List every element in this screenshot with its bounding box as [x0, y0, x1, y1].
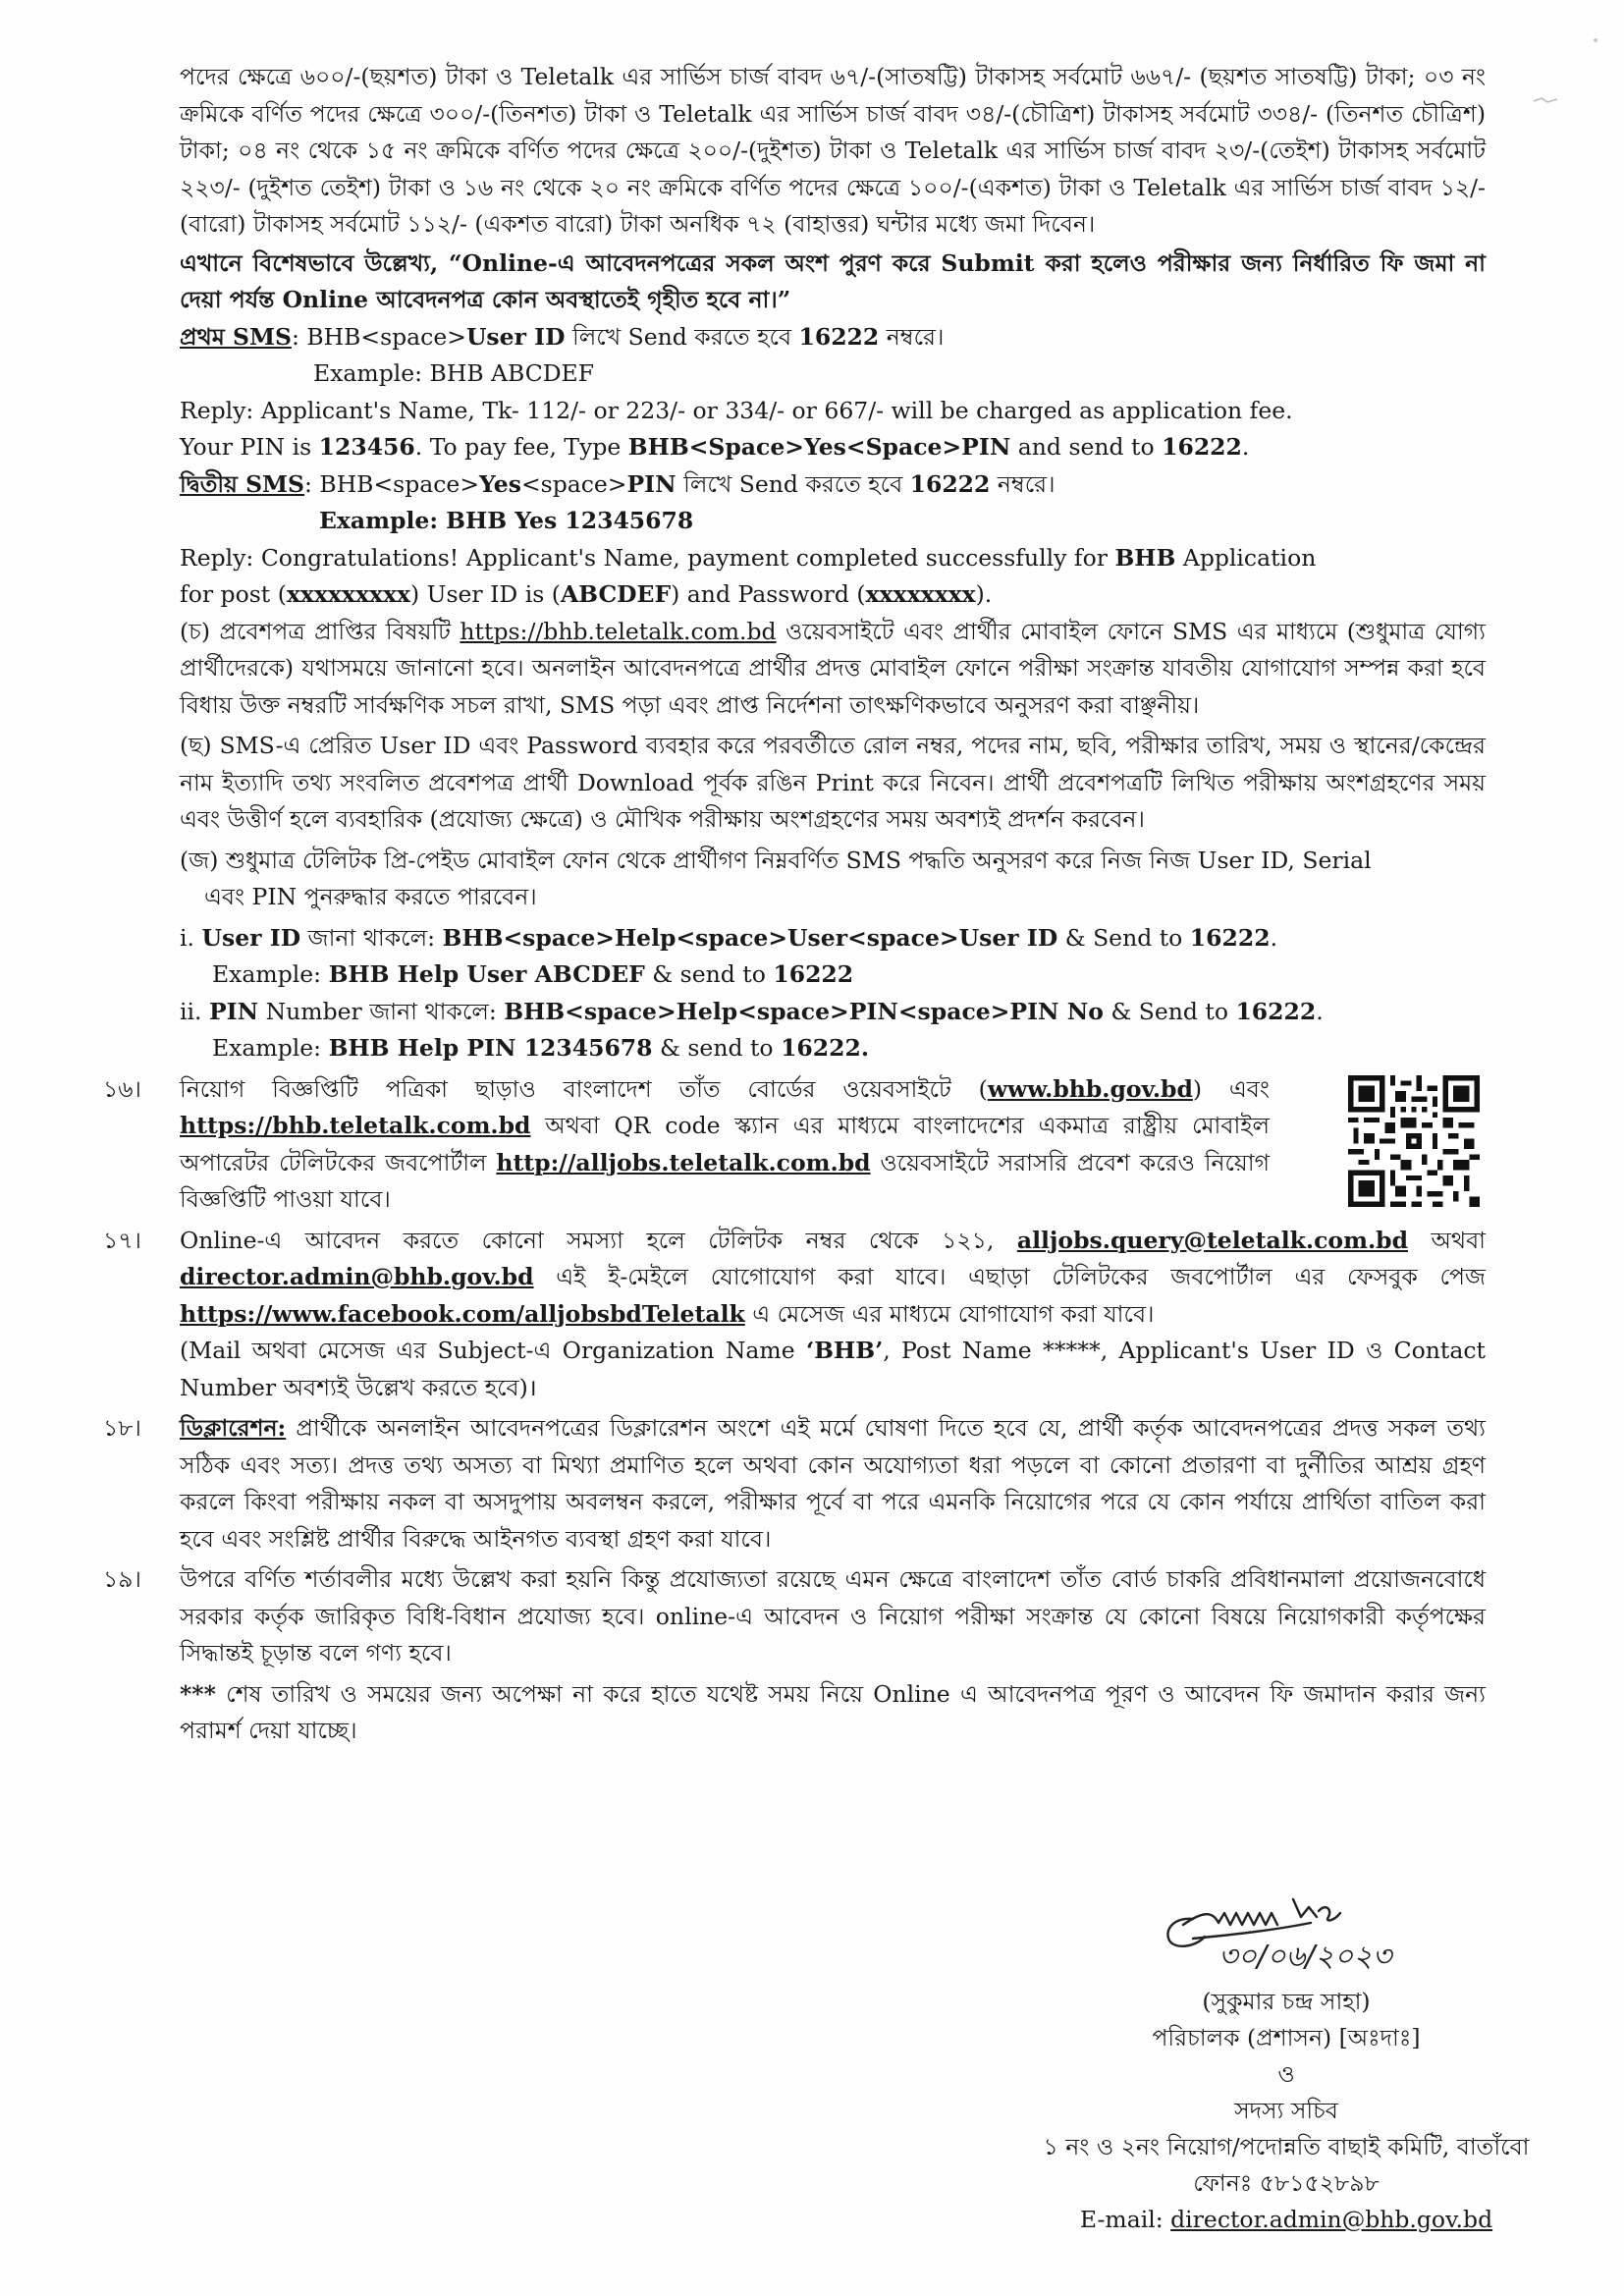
- sms2-text-d: PIN: [626, 469, 677, 498]
- sms1-reply2-b: . To pay fee, Type: [414, 433, 628, 461]
- item-18-text: [180, 1410, 1486, 1558]
- signatory-and: ও: [1277, 2060, 1295, 2088]
- sms2-reply2-b: xxxxxxxxx: [286, 580, 410, 608]
- signatory-role: সদস্য সচিব: [1234, 2097, 1338, 2124]
- item-19-text: উপরে বর্ণিত শর্তাবলীর মধ্যে উল্লেখ করা হয়নি কিন্তু প্রযোজ্যতা রয়েছে এমন ক্ষেত্রে বাংলাদেশ তাঁত বোর্ড চাকরি প্রবিধানমালা প্রয়োজনবোধে সরকার কর্তৃক জারিকৃত বিধি-বিধান প্রযোজ্য হবে। online-এ আবেদন ও নিয়োগ পরীক্ষা সংক্রান্ত যে কোনো বিষয়ে নিয়োগকারী কর্তৃপক্ষের সিদ্ধান্তই চূড়ান্ত বলে গণ্য হবে।: [180, 1565, 1486, 1667]
- help-pin-d: & Send to: [1103, 997, 1236, 1025]
- sms1-reply2-e: .: [1241, 433, 1250, 461]
- item-16: [103, 1071, 1486, 1219]
- help-pin-a: PIN: [208, 997, 259, 1025]
- help-pin-example-a: Example:: [212, 1034, 329, 1062]
- alljobs-query-email-link[interactable]: alljobs.query@teletalk.com.bd: [1016, 1226, 1409, 1254]
- sms2-reply1-b: BHB: [1114, 543, 1176, 572]
- scan-dot: [1591, 35, 1600, 45]
- sms1-label: প্রথম SMS: [180, 322, 292, 351]
- help-pin-c: BHB<space>Help<space>PIN<space>PIN No: [504, 997, 1104, 1025]
- final-note: [180, 1676, 1486, 1750]
- sms1-reply1: Reply: Applicant's Name, Tk- 112/- or 223/- or 334/- or 667/- will be charged as application fee.: [180, 396, 1293, 424]
- help-pin-line: [180, 994, 1486, 1031]
- sms1-reply2-c: BHB<Space>Yes<Space>PIN: [627, 433, 1011, 461]
- item-17-text: [180, 1223, 1486, 1334]
- help-pin-b: Number জানা থাকলে:: [258, 997, 505, 1025]
- sms1-text-c: লিখে Send করতে হবে: [565, 322, 799, 351]
- help-pin-example-d: 16222.: [781, 1034, 870, 1062]
- sms1-example: Example: BHB ABCDEF: [313, 359, 595, 387]
- sms2-line: [180, 466, 1486, 504]
- help-pin-example-c: & send to: [652, 1034, 782, 1062]
- sms2-label: দ্বিতীয় SMS: [180, 469, 305, 498]
- declaration-label: ডিক্লারেশন:: [180, 1414, 287, 1442]
- sms1-text-b: User ID: [465, 322, 566, 351]
- email-label: E-mail:: [1079, 2206, 1171, 2233]
- item-cha-a: (চ) প্রবেশপত্র প্রাপ্তির বিষয়টি: [180, 617, 460, 645]
- sms2-reply2-a: for post (: [180, 580, 287, 608]
- signatory-designation: পরিচালক (প্রশাসন) [অঃদাঃ]: [1152, 2024, 1421, 2051]
- sms1-reply2-d: and send to: [1010, 433, 1163, 461]
- help-user-example-b: BHB Help User ABCDEF: [328, 960, 645, 988]
- sms2-reply2-g: ).: [975, 580, 993, 608]
- sms2-text-f: নম্বরে।: [990, 469, 1056, 498]
- signatory-email-link[interactable]: director.admin@bhb.gov.bd: [1170, 2206, 1493, 2233]
- signatory-email-line: [982, 2202, 1591, 2238]
- help-user-a: User ID: [201, 923, 301, 952]
- scan-mark: [1532, 93, 1561, 107]
- final-note-stars: ***: [180, 1679, 216, 1708]
- document-body: [103, 59, 1487, 1750]
- sms2-text-c: <space>: [520, 469, 627, 498]
- sms1-number: 16222: [798, 322, 880, 351]
- item-ja-line2: এবং PIN পুনরুদ্ধার করতে পারবেন।: [204, 883, 537, 910]
- help-user-example-d: 16222: [773, 960, 854, 988]
- item-16-d: ওয়েবসাইটে সরাসরি প্রবেশ করেও নিয়োগ বিজ্ঞপ্তিটি পাওয়া যাবে।: [180, 1148, 1270, 1213]
- item-16-a: নিয়োগ বিজ্ঞপ্তিটি পত্রিকা ছাড়াও বাংলাদেশ তাঁত বোর্ডের ওয়েবসাইটে (: [180, 1074, 988, 1103]
- item-18-number: ১৮।: [103, 1414, 141, 1442]
- help-pin-example: [180, 1030, 1486, 1067]
- item-17: [103, 1223, 1487, 1407]
- item-17-f: ‘BHB’: [805, 1337, 884, 1364]
- item-chha: (ছ) SMS-এ প্রেরিত User ID এবং Password ব্যবহার করে পরবর্তীতে রোল নম্বর, পদের নাম, ছবি, পরীক্ষার তারিখ, সময় ও স্থানের/কেন্দ্রের নাম ইত্যাদি তথ্য সংবলিত প্রবেশপত্র প্রার্থী Download পূর্বক রঙিন Print করে নিবেন। প্রার্থী প্রবেশপত্রটি লিখিত পরীক্ষায় অংশগ্রহণের সময় এবং উত্তীর্ণ হলে ব্যবহারিক (প্রযোজ্য ক্ষেত্রে) ও মৌখিক পরীক্ষায় অংশগ্রহণের সময় অবশ্যই প্রদর্শন করবেন।: [180, 732, 1486, 833]
- sms1-line: [180, 319, 1486, 356]
- item-19: [103, 1561, 1486, 1672]
- help-user-b: জানা থাকলে:: [300, 923, 443, 952]
- help-user-e: 16222: [1189, 923, 1271, 952]
- help-user-f: .: [1270, 923, 1278, 952]
- item-19-number: ১৯।: [103, 1565, 141, 1593]
- help-pin-e: 16222: [1235, 997, 1317, 1025]
- sms1-reply2-num: 16222: [1162, 433, 1242, 461]
- item-cha-b: ওয়েবসাইটে এবং প্রার্থীর মোবাইল ফোনে SMS এর মাধ্যমে (শুধুমাত্র যোগ্য প্রার্থীদেরকে) যথাসময়ে জানানো হবে। অনলাইন আবেদনপত্রে প্রার্থীর প্রদত্ত মোবাইল ফোনে পরীক্ষা সংক্রান্ত যাবতীয় যোগাযোগ সম্পন্ন করা হবে বিধায় উক্ত নম্বরটি সার্বক্ষণিক সচল রাখা, SMS পড়া এবং প্রাপ্ত নির্দেশনা তাৎক্ষণিকভাবে অনুসরণ করা বাঞ্ছনীয়।: [180, 617, 1486, 719]
- signatory-committee: ১ নং ও ২নং নিয়োগ/পদোন্নতি বাছাই কমিটি, বাতাঁবো: [1043, 2133, 1530, 2160]
- item-17-c: এই ই-মেইলে যোগোযোগ করা যাবে। এছাড়া টেলিটকের জবপোর্টাল এর ফেসবুক পেজ: [533, 1263, 1486, 1290]
- item-17-g: , Post Name *****, Applicant's User ID ও Contact Number অবশ্যই উল্লেখ করতে হবে)।: [180, 1337, 1486, 1401]
- handwritten-date: ৩০/০৬/২০২৩: [1218, 1940, 1392, 1974]
- director-email-link[interactable]: director.admin@bhb.gov.bd: [180, 1263, 534, 1290]
- sms2-reply1-c: Application: [1175, 543, 1317, 572]
- sms2-reply1-a: Reply: Congratulations! Applicant's Name, payment completed successfully for: [180, 543, 1115, 572]
- help-user-d: & Send to: [1057, 923, 1190, 952]
- sms2-reply2-f: xxxxxxxx: [865, 580, 976, 608]
- signatory-phone: ফোনঃ ৫৮১৫২৮৯৮: [1193, 2169, 1380, 2197]
- sms2-text-e: লিখে Send করতে হবে: [676, 469, 910, 498]
- sms2-text-b: Yes: [479, 469, 521, 498]
- alljobs-link[interactable]: http://alljobs.teletalk.com.bd: [496, 1148, 871, 1176]
- help-pin-f: .: [1316, 997, 1324, 1025]
- help-pin-prefix: ii.: [180, 997, 209, 1025]
- sms1-text-a: : BHB<space>: [291, 322, 466, 351]
- item-17-subject: [180, 1333, 1486, 1406]
- bhb-website-link[interactable]: www.bhb.gov.bd: [987, 1074, 1193, 1103]
- sms1-text-d: নম্বরে।: [879, 322, 945, 351]
- teletalk-portal-link[interactable]: https://bhb.teletalk.com.bd: [180, 1112, 531, 1139]
- qr-code-icon[interactable]: [1348, 1075, 1480, 1207]
- item-17-b: অথবা: [1408, 1226, 1487, 1254]
- sms2-reply2-c: ) User ID is (: [410, 580, 561, 608]
- facebook-link[interactable]: https://www.facebook.com/alljobsbdTeletalk: [180, 1299, 745, 1328]
- help-user-example: [180, 957, 1486, 994]
- help-user-prefix: i.: [180, 923, 202, 952]
- item-17-a: Online-এ আবেদন করতে কোনো সমস্যা হলে টেলিটক নম্বর থেকে ১২১,: [180, 1226, 1017, 1254]
- item-ja-line1: (জ) শুধুমাত্র টেলিটক প্রি-পেইড মোবাইল ফোন থেকে প্রার্থীগণ নিম্নবর্ণিত SMS পদ্ধতি অনুসরণ করে নিজ নিজ User ID, Serial: [180, 846, 1372, 874]
- help-pin-example-b: BHB Help PIN 12345678: [328, 1034, 653, 1062]
- item-18: [103, 1410, 1486, 1558]
- sms2-text-a: : BHB<space>: [304, 469, 480, 498]
- sms2-reply2-d: ABCDEF: [560, 580, 672, 608]
- sms1-pin: 123456: [318, 433, 415, 461]
- sms1-reply2: [180, 429, 1486, 466]
- help-user-c: BHB<space>Help<space>User<space>User ID: [442, 923, 1058, 952]
- help-user-example-c: & send to: [644, 960, 774, 988]
- item-cha: [180, 614, 1486, 725]
- sms2-reply1: [180, 540, 1486, 577]
- final-note-text: শেষ তারিখ ও সময়ের জন্য অপেক্ষা না করে হাতে যথেষ্ট সময় নিয়ে Online এ আবেদনপত্র পূরণ ও আবেদন ফি জমাদান করার জন্য পরামর্শ দেয়া যাচ্ছে।: [180, 1679, 1486, 1744]
- item-16-c: অথবা QR code স্ক্যান এর মাধ্যমে বাংলাদেশের একমাত্র রাষ্ট্রীয় মোবাইল অপারেটর টেলিটকের জবপোর্টাল: [180, 1112, 1270, 1176]
- item-17-e: (Mail অথবা মেসেজ এর Subject-এ Organization Name: [180, 1337, 806, 1364]
- item-16-text: [180, 1071, 1270, 1219]
- fee-paragraph: পদের ক্ষেত্রে ৬০০/-(ছয়শত) টাকা ও Teletalk এর সার্ভিস চার্জ বাবদ ৬৭/-(সাতষট্টি) টাকাসহ সর্বমোট ৬৬৭/- (ছয়শত সাতষট্টি) টাকা; ০৩ নং ক্রমিকে বর্ণিত পদের ক্ষেত্রে ৩০০/-(তিনশত) টাকা ও Teletalk এর সার্ভিস চার্জ বাবদ ৩৪/-(চৌত্রিশ) টাকাসহ সর্বমোট ৩৩৪/- (তিনশত চৌত্রিশ) টাকা; ০৪ নং থেকে ১৫ নং ক্রমিকে বর্ণিত পদের ক্ষেত্রে ২০০/-(দুইশত) টাকা ও Teletalk এর সার্ভিস চার্জ বাবদ ২৩/-(তেইশ) টাকাসহ সর্বমোট ২২৩/- (দুইশত তেইশ) টাকা ও ১৬ নং থেকে ২০ নং ক্রমিকে বর্ণিত পদের ক্ষেত্রে ১০০/-(একশত) টাকা ও Teletalk এর সার্ভিস চার্জ বাবদ ১২/-(বারো) টাকাসহ সর্বমোট ১১২/- (একশত বারো) টাকা অনধিক ৭২ (বাহাত্তর) ঘন্টার মধ্যে জমা দিবেন।: [180, 63, 1486, 238]
- item-16-number: ১৬।: [103, 1074, 141, 1103]
- help-user-line: [180, 920, 1486, 957]
- item-17-number: ১৭।: [103, 1226, 141, 1254]
- help-user-example-a: Example:: [212, 960, 329, 988]
- signature-block: [982, 1886, 1591, 2238]
- sms2-reply2-e: ) and Password (: [671, 580, 866, 608]
- sms2-reply2: [180, 576, 1486, 614]
- teletalk-link[interactable]: https://bhb.teletalk.com.bd: [460, 617, 777, 645]
- item-17-d: এ মেসেজ এর মাধ্যমে যোগাযোগ করা যাবে।: [744, 1299, 1155, 1328]
- sms2-number: 16222: [909, 469, 991, 498]
- signatory-name: (সুকুমার চন্দ্র সাহা): [1202, 1988, 1371, 2015]
- sms2-example: Example: BHB Yes 12345678: [319, 507, 694, 534]
- item-18-body: প্রার্থীকে অনলাইন আবেদনপত্রের ডিক্লারেশন অংশে এই মর্মে ঘোষণা দিতে হবে যে, প্রার্থী কর্তৃক আবেদনপত্রের প্রদত্ত সকল তথ্য সঠিক এবং সত্য। প্রদত্ত তথ্য অসত্য বা মিথ্যা প্রমাণিত হলে অথবা কোন অযোগ্যতা ধরা পড়লে বা কোনো প্রতারণা বা দুর্নীতির আশ্রয় গ্রহণ করলে কিংবা পরীক্ষায় নকল বা অসদুপায় অবলম্বন করলে, পরীক্ষার পূর্বে বা পরে এমনকি নিয়োগের পরে যে কোন পর্যায়ে প্রার্থিতা বাতিল করা হবে এবং সংশ্লিষ্ট প্রার্থীর বিরুদ্ধে আইনগত ব্যবস্থা গ্রহণ করা যাবে।: [180, 1414, 1486, 1553]
- sms1-reply2-a: Your PIN is: [180, 433, 319, 461]
- notice-bold: এখানে বিশেষভাবে উল্লেখ্য, “Online-এ আবেদনপত্রের সকল অংশ পুরণ করে Submit করা হলেও পরীক্ষার জন্য নির্ধারিত ফি জমা না দেয়া পর্যন্ত Online আবেদনপত্র কোন অবস্থাতেই গৃহীত হবে না।”: [180, 248, 1486, 313]
- item-16-b: ) এবং: [1192, 1074, 1270, 1103]
